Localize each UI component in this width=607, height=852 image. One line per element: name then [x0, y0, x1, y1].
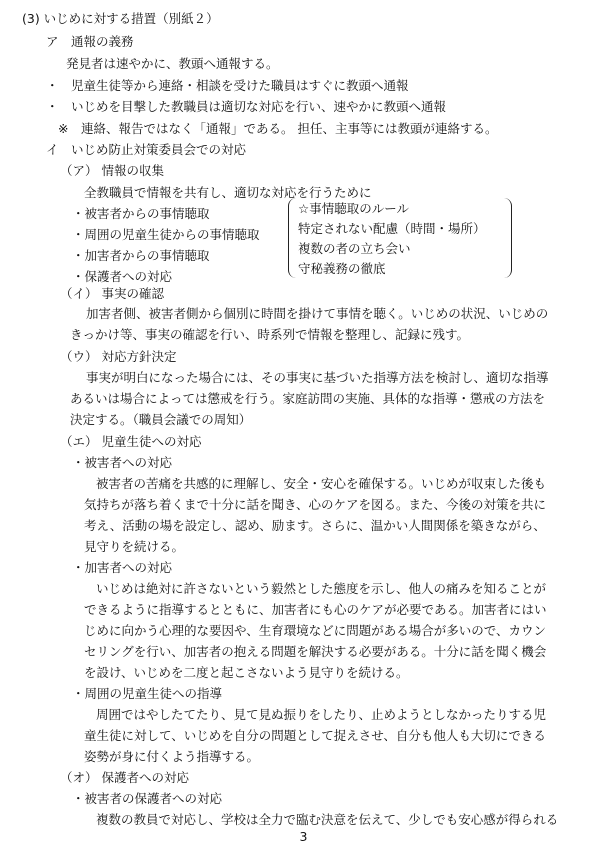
item-heading: （エ） 児童生徒への対応 — [60, 434, 202, 449]
item-heading: （ウ） 対応方針決定 — [60, 349, 177, 364]
bullet-line: ・ 児童生徒等から連絡・相談を受けた職員はすぐに教頭へ通報 — [46, 78, 409, 93]
paragraph-line: できるように指導するとともに、加害者にも心のケアが必要である。加害者にはい — [84, 602, 547, 617]
paragraph-line: 加害者側、被害者側から個別に時間を掛けて事情を聴く。いじめの状況、いじめの — [86, 306, 549, 321]
bullet-line: ・ いじめを目撃した教職員は適切な対応を行い、速やかに教頭へ通報 — [46, 99, 447, 114]
subsection-heading: ア 通報の義務 — [46, 34, 134, 49]
paragraph-line: きっかけ等、事実の確認を行い、時系列で情報を整理し、記録に残す。 — [70, 327, 470, 342]
paragraph-line: 姿勢が身に付くよう指導する。 — [84, 749, 260, 764]
paragraph-line: じめに向かう心理的な要因や、生育環境などに問題がある場合が多いので、カウン — [84, 623, 547, 638]
list-item: ・加害者への対応 — [72, 560, 173, 575]
paragraph-line: 童生徒に対して、いじめを自分の問題として捉えさせ、自分も他人も大切にできる — [84, 728, 546, 743]
list-item: ・被害者の保護者への対応 — [72, 791, 223, 806]
list-item: ・保護者への対応 — [72, 269, 173, 284]
note-line: ※ 連絡、報告ではなく「通報」である。 担任、主事等には教頭が連絡する。 — [58, 121, 498, 136]
paragraph-line: あるいは場合によっては懲戒を行う。家庭訪問の実施、具体的な指導・懲戒の方法を — [70, 391, 546, 406]
list-item: ・被害者への対応 — [72, 455, 173, 470]
paragraph-line: 事実が明白になった場合には、その事実に基づいた指導方法を検討し、適切な指導 — [86, 370, 549, 385]
paragraph-line: 気持ちが落ち着くまで十分に話を聞き、心のケアを図る。また、今後の対策を共に — [84, 497, 547, 512]
paragraph-line: 複数の教員で対応し、学校は全力で臨む決意を伝えて、少しでも安心感が得られる — [96, 812, 559, 827]
paragraph-line: 周囲ではやしたてたり、見て見ぬ振りをしたり、止めようとしなかったりする児 — [96, 707, 547, 722]
paragraph-line: セリングを行い、加害者の抱える問題を解決する必要がある。十分に話を聞く機会 — [84, 644, 547, 659]
paragraph-line: いじめは絶対に許さないという毅然とした態度を示し、他人の痛みを知ることが — [96, 581, 547, 596]
rule-item: ☆事情聴取のルール — [298, 201, 409, 216]
paragraph-line: 見守りを続ける。 — [84, 539, 185, 554]
paragraph-line: 被害者の苦痛を共感的に理解し、安全・安心を確保する。いじめが収束した後も — [96, 476, 547, 491]
rule-item: 複数の者の立ち会い — [298, 241, 411, 256]
paragraph-line: 考え、活動の場を設定し、認め、励ます。さらに、温かい人間関係を築きながら、 — [84, 518, 546, 533]
item-heading: （オ） 保護者への対応 — [60, 770, 189, 785]
section-heading: (3) いじめに対する措置（別紙２） — [22, 11, 219, 26]
item-heading: （ア） 情報の収集 — [60, 163, 164, 178]
list-item: ・被害者からの事情聴取 — [72, 206, 210, 221]
rule-item: 守秘義務の徹底 — [298, 261, 386, 276]
paragraph-line: 決定する。（職員会議での周知） — [70, 412, 252, 427]
paragraph-line: 全教職員で情報を共有し、適切な対応を行うために — [84, 185, 372, 200]
paragraph-line: 発見者は速やかに、教頭へ通報する。 — [66, 56, 279, 71]
subsection-heading: イ いじめ防止対策委員会での対応 — [46, 142, 247, 157]
list-item: ・周囲の児童生徒への指導 — [72, 686, 223, 701]
item-heading: （イ） 事実の確認 — [60, 286, 164, 301]
list-item: ・加害者からの事情聴取 — [72, 248, 210, 263]
page-number: 3 — [299, 829, 308, 844]
paragraph-line: を設け、いじめを二度と起こさないよう見守りを続ける。 — [84, 665, 409, 680]
rule-item: 特定されない配慮（時間・場所） — [298, 221, 486, 236]
list-item: ・周囲の児童生徒からの事情聴取 — [72, 227, 260, 242]
